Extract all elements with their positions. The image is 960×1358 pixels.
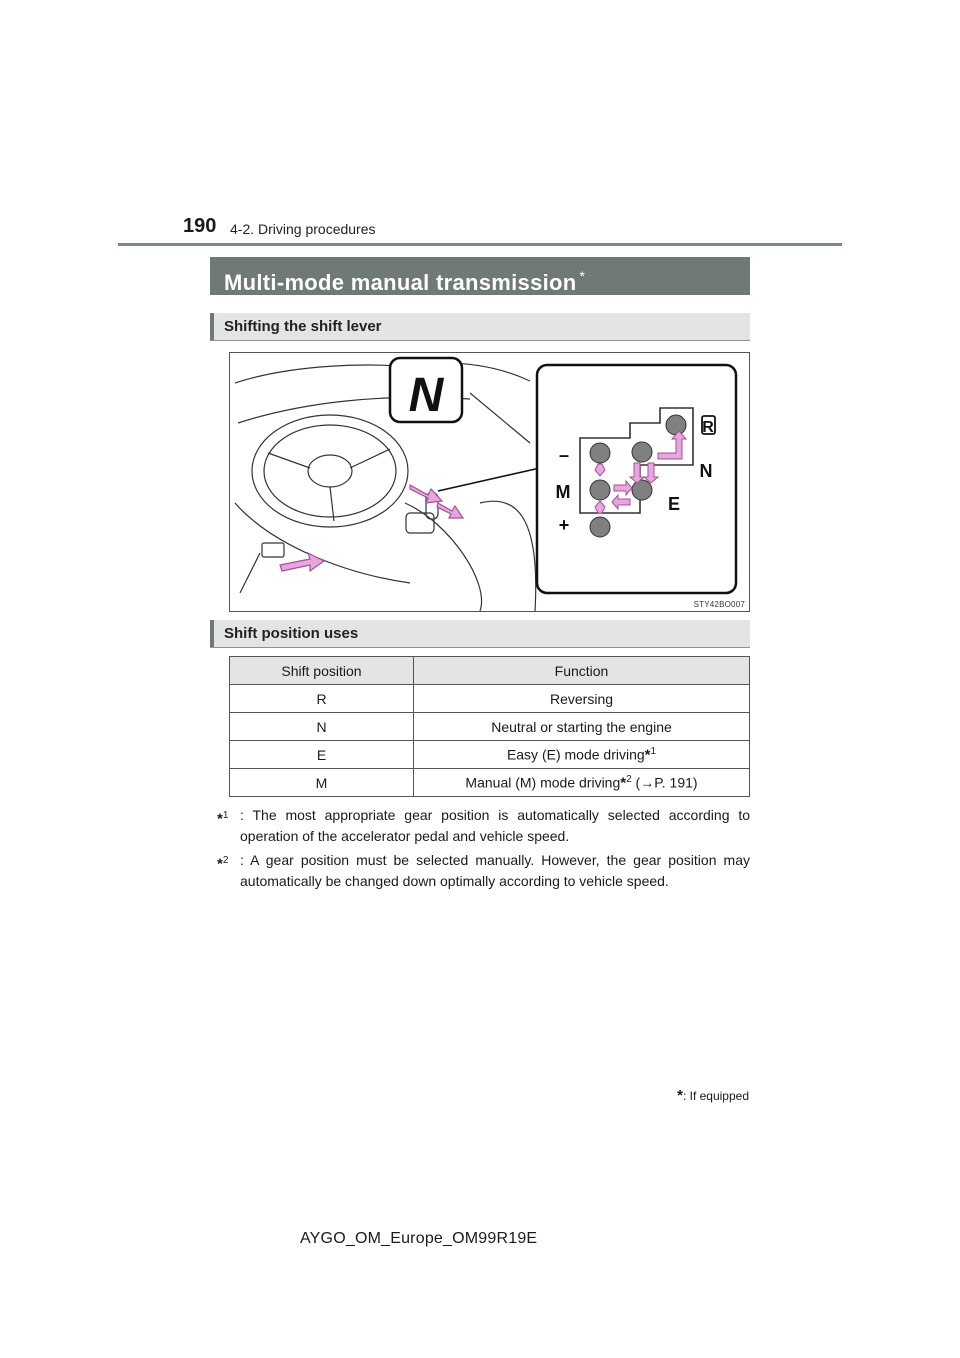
- gate-label-r: R: [702, 419, 714, 436]
- gate-label-n: N: [699, 461, 713, 481]
- subheading-shifting: [210, 313, 750, 341]
- equipped-asterisk: *: [579, 268, 586, 284]
- page-number: 190: [183, 215, 217, 237]
- footnote-ref: 2: [626, 773, 632, 785]
- table-header-row: [230, 657, 750, 685]
- shift-lever-illustration: [229, 352, 750, 612]
- table-row: [230, 685, 750, 713]
- document-footer: AYGO_OM_Europe_OM99R19E: [300, 1230, 538, 1247]
- function-cell: Manual (M) mode driving*$^2$ (→P. 191): [414, 769, 750, 797]
- function-cell: Easy (E) mode driving*$^1$: [414, 741, 750, 769]
- subheading-uses: [210, 620, 750, 648]
- function-cell: Reversing: [414, 685, 750, 713]
- gate-label-e: E: [667, 494, 681, 514]
- footnote-label: *$^1$: [217, 810, 229, 828]
- shift-position-cell: M: [230, 769, 414, 797]
- running-head: 4-2. Driving procedures: [230, 221, 376, 237]
- footnote-1: [217, 805, 750, 847]
- table-row: [230, 741, 750, 769]
- table-row: [230, 769, 750, 797]
- footnote-text: : A gear position must be selected manually. However, the gear position may automatically be changed down optimally according to vehicle speed.: [240, 852, 750, 889]
- gate-label-m: M: [555, 482, 571, 502]
- section-title-text: Multi-mode manual transmission: [224, 270, 577, 295]
- shift-position-table: [229, 656, 750, 797]
- footnote-ref: 1: [650, 745, 657, 757]
- gate-label-minus: –: [558, 445, 570, 465]
- figure-code: STY42BO007: [693, 600, 745, 609]
- shift-position-cell: N: [230, 713, 414, 741]
- footnote-text: : The most appropriate gear position is automatically selected according to operation of the accelerator pedal and vehicle speed.: [240, 807, 750, 844]
- gear-indicator-text: N: [408, 369, 444, 422]
- table-row: [230, 713, 750, 741]
- shift-position-cell: E: [230, 741, 414, 769]
- column-header: Shift position: [230, 657, 414, 685]
- section-title: [210, 257, 750, 295]
- function-cell: Neutral or starting the engine: [414, 713, 750, 741]
- footnote-label: *$^2$: [217, 855, 229, 873]
- subheading-text: Shift position uses: [224, 625, 359, 642]
- column-header: Function: [414, 657, 750, 685]
- subheading-accent: [210, 313, 214, 340]
- subheading-accent: [210, 620, 214, 647]
- if-equipped-note: *: If equipped: [677, 1087, 749, 1104]
- footnote-2: [217, 850, 750, 892]
- gate-label-plus: +: [558, 515, 570, 535]
- subheading-text: Shifting the shift lever: [224, 318, 382, 335]
- header-rule: [118, 243, 842, 246]
- page-reference-link[interactable]: (→P. 191): [631, 774, 698, 791]
- cockpit-drawing: [230, 353, 751, 613]
- shift-position-cell: R: [230, 685, 414, 713]
